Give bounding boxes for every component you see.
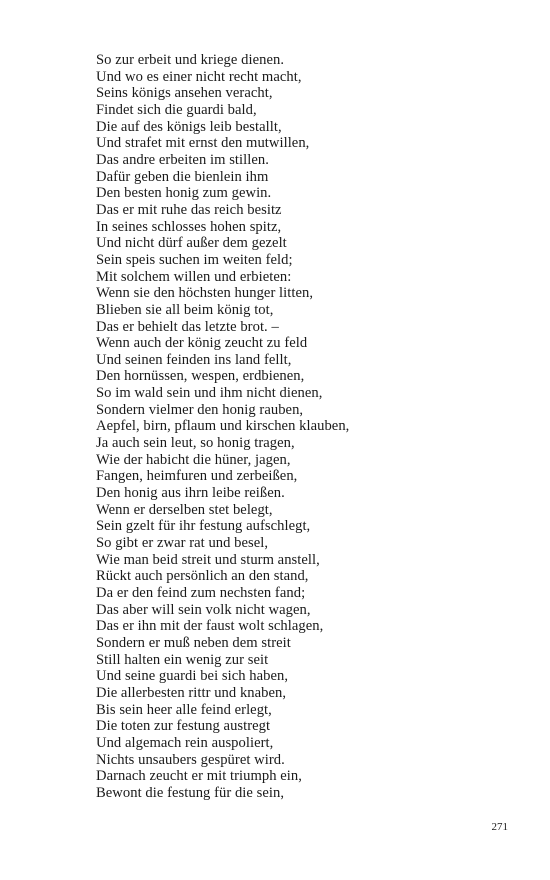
verse-line: Mit solchem willen und erbieten:	[96, 268, 292, 285]
verse-line: So zur erbeit und kriege dienen.	[96, 52, 285, 68]
verse-line: Und wo es einer nicht recht macht,	[96, 68, 302, 85]
verse-line: Wie man beid streit und sturm anstell,	[96, 551, 320, 568]
verse-line: In seines schlosses hohen spitz,	[96, 218, 282, 235]
verse-line: Und strafet mit ernst den mutwillen,	[96, 135, 310, 152]
verse-line: Sondern er muß neben dem streit	[96, 634, 291, 651]
verse-line: Findet sich die guardi bald,	[96, 101, 257, 118]
verse-line: Seins königs ansehen veracht,	[96, 85, 273, 102]
verse-line: Die auf des königs leib bestallt,	[96, 118, 282, 135]
verse-line: Sondern vielmer den honig rauben,	[96, 401, 304, 418]
verse-line: Blieben sie all beim könig tot,	[96, 301, 274, 318]
verse-line: Bis sein heer alle feind erlegt,	[96, 701, 272, 718]
verse-line: Still halten ein wenig zur seit	[96, 651, 269, 668]
verse-line: Darnach zeucht er mit triumph ein,	[96, 768, 302, 785]
verse-line: So gibt er zwar rat und besel,	[96, 535, 269, 552]
verse-line: Und seinen feinden ins land fellt,	[96, 351, 292, 368]
verse-line: Wenn sie den höchsten hunger litten,	[96, 285, 314, 302]
verse-line: Wenn auch der könig zeucht zu feld	[96, 335, 308, 352]
verse-line: So im wald sein und ihm nicht dienen,	[96, 385, 323, 402]
verse-line: Und nicht dürf außer dem gezelt	[96, 235, 287, 252]
verse-line: Aepfel, birn, pflaum und kirschen klauben,	[96, 418, 350, 435]
verse-line: Fangen, heimfuren und zerbeißen,	[96, 468, 298, 485]
verse-line: Und algemach rein auspoliert,	[96, 734, 274, 751]
verse-line: Wie der habicht die hüner, jagen,	[96, 451, 291, 468]
verse-line: Die toten zur festung austregt	[96, 718, 271, 735]
verse-line: Den besten honig zum gewin.	[96, 185, 272, 202]
verse-line: Und seine guardi bei sich haben,	[96, 668, 289, 685]
verse-line: Bewont die festung für die sein,	[96, 784, 285, 801]
verse-line: Sein speis suchen im weiten feld;	[96, 251, 293, 268]
verse-line: Den honig aus ihrn leibe reißen.	[96, 485, 285, 502]
verse-line: Die allerbesten rittr und knaben,	[96, 684, 287, 701]
verse-line: Rückt auch persönlich an den stand,	[96, 568, 309, 585]
verse-line: Ja auch sein leut, so honig tragen,	[96, 435, 295, 452]
verse-line: Das andre erbeiten im stillen.	[96, 151, 269, 168]
verse-line: Sein gzelt für ihr festung aufschlegt,	[96, 518, 311, 535]
verse-line: Das er mit ruhe das reich besitz	[96, 201, 282, 218]
poem-text	[96, 52, 516, 802]
verse-line: Wenn er derselben stet belegt,	[96, 501, 273, 518]
verse-line: Das er behielt das letzte brot. –	[96, 318, 279, 335]
verse-line: Das aber will sein volk nicht wagen,	[96, 601, 311, 618]
page-number: 271	[491, 821, 508, 833]
verse-line: Nichts unsaubers gespüret wird.	[96, 751, 285, 768]
verse-line: Den hornüssen, wespen, erdbienen,	[96, 368, 305, 385]
verse-line: Das er ihn mit der faust wolt schlagen,	[96, 618, 324, 635]
verse-line: Da er den feind zum nechsten fand;	[96, 585, 306, 601]
verse-line: Dafür geben die bienlein ihm	[96, 168, 269, 185]
